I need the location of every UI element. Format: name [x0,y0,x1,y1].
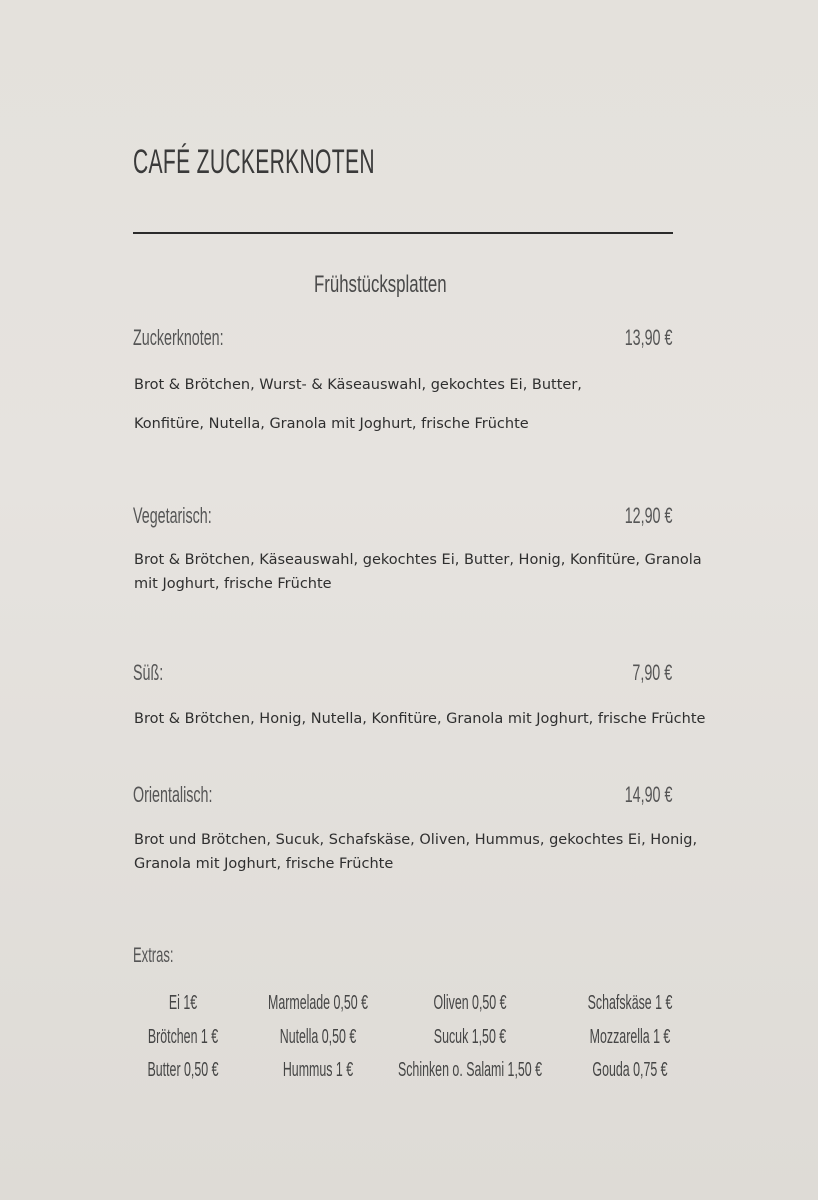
extra-item: Nutella 0,50 € [279,1026,357,1048]
menu-item-name-orientalisch: Orientalisch: [133,782,213,807]
menu-item-price-zuckerknoten: 13,90 € [624,325,672,350]
extra-item: Hummus 1 € [282,1059,354,1081]
extra-item: Oliven 0,50 € [433,992,507,1014]
menu-item-price-suess: 7,90 € [632,660,672,685]
extra-item: Butter 0,50 € [147,1059,219,1081]
menu-item-desc-line: Brot & Brötchen, Honig, Nutella, Konfitüre, Granola mit Joghurt, frische Früchte [134,711,706,727]
menu-item-desc-line: mit Joghurt, frische Früchte [134,576,332,592]
section-title [0,270,818,299]
extra-item: Sucuk 1,50 € [433,1026,507,1048]
menu-item-desc-line: Brot und Brötchen, Sucuk, Schafskäse, Oliven, Hummus, gekochtes Ei, Honig, [134,832,698,848]
extra-item: Schafskäse 1 € [587,992,673,1014]
menu-item-desc-line: Granola mit Joghurt, frische Früchte [134,856,394,872]
menu-item-desc-line: Konfitüre, Nutella, Granola mit Joghurt, frische Früchte [134,416,529,432]
menu-item-name-vegetarisch: Vegetarisch: [133,503,212,528]
section-title-text: Frühstücksplatten [314,271,447,298]
menu-item-price-vegetarisch: 12,90 € [624,503,672,528]
menu-item-name-zuckerknoten: Zuckerknoten: [133,325,224,350]
extra-item: Ei 1€ [168,992,198,1014]
menu-item-name-suess: Süß: [133,660,164,685]
extra-item: Marmelade 0,50 € [268,992,368,1014]
title-divider [133,232,673,234]
menu-item-price-orientalisch: 14,90 € [624,782,672,807]
extra-item: Gouda 0,75 € [592,1059,668,1081]
extra-item: Brötchen 1 € [147,1026,219,1048]
cafe-title: CAFÉ ZUCKERKNOTEN [133,143,375,181]
extras-label: Extras: [133,944,174,967]
menu-item-desc-line: Brot & Brötchen, Wurst- & Käseauswahl, gekochtes Ei, Butter, [134,377,582,393]
menu-item-desc-line: Brot & Brötchen, Käseauswahl, gekochtes Ei, Butter, Honig, Konfitüre, Granola [134,552,702,568]
extra-item: Schinken o. Salami 1,50 € [397,1059,543,1081]
extra-item: Mozzarella 1 € [589,1026,671,1048]
